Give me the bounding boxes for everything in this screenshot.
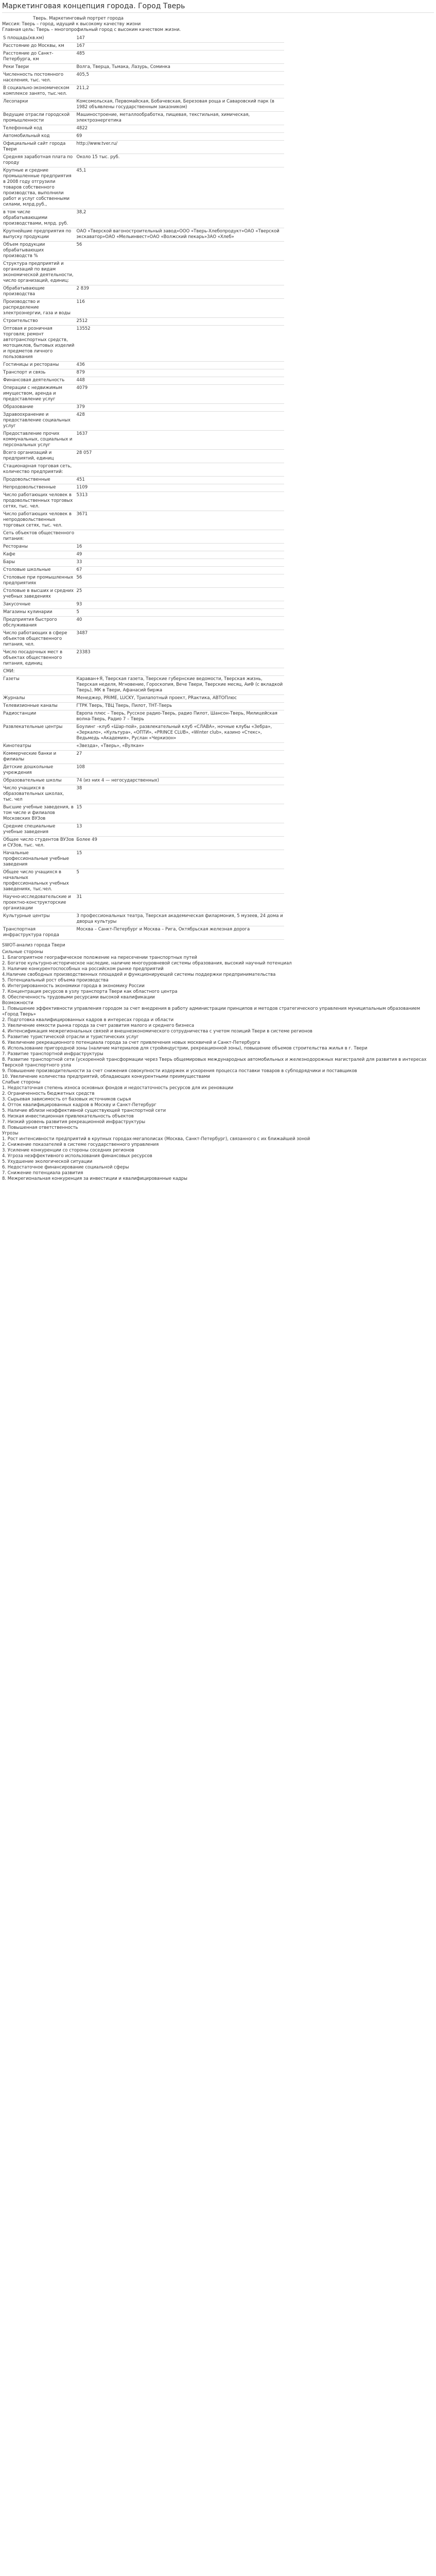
row-label: Бары xyxy=(2,559,76,567)
row-value: Боулинг –клуб «Шар-пой», развлекательный клуб «СЛАВА», ночные клубы «Зебра», «Зеркало», «Культура», «ОПТИ», «PRINCE CLUB», «Winter club», казино «Стекс», Ведьмедь «Академия», Руслан «Черкизон» xyxy=(76,724,284,743)
table-row xyxy=(2,601,284,609)
row-value: 4822 xyxy=(76,125,284,133)
city-info-table xyxy=(2,35,284,940)
table-row xyxy=(2,530,284,544)
table-row xyxy=(2,484,284,492)
row-label: Радиостанции xyxy=(2,710,76,724)
table-row xyxy=(2,112,284,125)
row-label: Образование xyxy=(2,404,76,412)
swot-line: 3. Наличие конкурентоспособных на российском рынке предприятий xyxy=(2,967,164,972)
swot-line: 4. Интенсификация межрегиональных связей и внешнеэкономического сотрудничества с учетом позиций Твери в системе регионов xyxy=(2,1029,312,1034)
swot-line: 6. Низкая инвестиционная привлекательность объектов xyxy=(2,1114,134,1119)
table-row xyxy=(2,404,284,412)
table-row xyxy=(2,804,284,823)
row-label: Научно-исследовательские и проектно-конструкторские организации xyxy=(2,894,76,913)
swot-line: 2. Ограниченность бюджетных средств xyxy=(2,1091,95,1096)
table-row xyxy=(2,43,284,50)
row-value: 3671 xyxy=(76,511,284,530)
row-label: Число работающих человек в продовольственных торговых сетях, тыс. чел. xyxy=(2,492,76,511)
row-label: Официальный сайт города Твери xyxy=(2,141,76,154)
row-value: 56 xyxy=(76,242,284,261)
row-value: 108 xyxy=(76,764,284,777)
row-label: Столовые при промышленных предприятиях xyxy=(2,574,76,588)
row-value: 67 xyxy=(76,567,284,574)
table-row xyxy=(2,318,284,326)
row-value: ГТРК Тверь, ТВЦ Тверь, Пилот, ТНТ-Тверь xyxy=(76,703,284,710)
row-value xyxy=(76,530,284,544)
table-row xyxy=(2,463,284,477)
row-label: Автомобильный код xyxy=(2,133,76,141)
swot-line: Угрозы xyxy=(2,1131,19,1136)
row-value: 27 xyxy=(76,751,284,764)
row-value: 1109 xyxy=(76,484,284,492)
row-value: 13 xyxy=(76,823,284,837)
swot-line: 9. Повышение производительности за счет снижения совокупности издержек и ускорения процесса поставки товаров в субподрядчики и поставщиков xyxy=(2,1069,357,1074)
swot-line: 10. Увеличение количества предприятий, обладающих конкурентными преимуществами xyxy=(2,1074,210,1079)
table-row xyxy=(2,167,284,209)
table-row xyxy=(2,125,284,133)
row-value: 147 xyxy=(76,35,284,43)
row-label: Телефонный код xyxy=(2,125,76,133)
row-label: Расстояние до Санкт-Петербурга, км xyxy=(2,50,76,64)
table-row xyxy=(2,724,284,743)
table-row xyxy=(2,710,284,724)
row-value: Караван+Я, Тверская газета, Тверские губернские ведомости, Тверская жизнь, Тверская неделя, Мгновение, Гороскопия, Вече Твери, Тверские месяц, АиФ (с вкладкой Тверь), МК в Твери, Афанасий биржа xyxy=(76,676,284,695)
table-row xyxy=(2,649,284,668)
table-row xyxy=(2,617,284,630)
row-value: Менеджер, PRIME, LUCKY, Трилапотный проект, PRактика, АВТОПлюс xyxy=(76,695,284,703)
row-value: Волга, Тверца, Тьмака, Лазурь, Соминка xyxy=(76,64,284,72)
row-value xyxy=(76,463,284,477)
row-value: 31 xyxy=(76,894,284,913)
row-value: 16 xyxy=(76,544,284,551)
row-label: в том числе обрабатывающими производствами, млрд. руб. xyxy=(2,209,76,228)
row-value: Москва – Санкт-Петербург и Москва – Рига, Октябрьская железная дорога xyxy=(76,926,284,940)
swot-line: 8. Развитие транспортной сети (ускоренной трансформации через Тверь общемировых международных автомобильных и железнодорожных магистралей для развития в интересах Тверской транспортного узла xyxy=(2,1057,427,1068)
row-label: Расстояние до Москвы, км xyxy=(2,43,76,50)
swot-line: 5. Наличие вблизи неэффективной существующей транспортной сети xyxy=(2,1108,166,1113)
row-value: 23383 xyxy=(76,649,284,668)
row-label: Число посадочных мест в объектах общественного питания, единиц xyxy=(2,649,76,668)
table-row xyxy=(2,676,284,695)
swot-line: 4. Угроза неэффективного использования финансовых ресурсов xyxy=(2,1154,152,1159)
row-label: Непродовольственные xyxy=(2,484,76,492)
row-value: 2 839 xyxy=(76,285,284,299)
swot-line: 1. Рост интенсивности предприятий в крупных городах-мегаполисах (Москва, Санкт-Петербург), связанного с их ближайшей зоной xyxy=(2,1137,310,1142)
row-value: 38 xyxy=(76,785,284,804)
row-value: 451 xyxy=(76,477,284,484)
row-label: Кафе xyxy=(2,551,76,559)
row-value: 436 xyxy=(76,362,284,369)
table-row xyxy=(2,369,284,377)
row-value: 45,1 xyxy=(76,167,284,209)
swot-line: 3. Усиление конкуренции со стороны соседних регионов xyxy=(2,1148,134,1153)
row-value: 40 xyxy=(76,617,284,630)
row-label: Продовольственные xyxy=(2,477,76,484)
row-value: 211,2 xyxy=(76,85,284,98)
row-label: Детские дошкольные учреждения xyxy=(2,764,76,777)
table-row xyxy=(2,850,284,869)
row-label: Предприятия быстрого обслуживания xyxy=(2,617,76,630)
swot-line: 7. Концентрация ресурсов в узлу транспорта Твери как областного центра xyxy=(2,989,178,994)
row-label: Объем продукции обрабатывающих производств % xyxy=(2,242,76,261)
table-row xyxy=(2,242,284,261)
table-row xyxy=(2,141,284,154)
row-value: 116 xyxy=(76,299,284,318)
table-row xyxy=(2,743,284,751)
row-value xyxy=(76,261,284,285)
row-label: В социально-экономическом комплексе занято, тыс.чел. xyxy=(2,85,76,98)
table-row xyxy=(2,64,284,72)
table-row xyxy=(2,785,284,804)
swot-line: Слабые стороны xyxy=(2,1080,41,1085)
row-label: Кинотеатры xyxy=(2,743,76,751)
row-label: Средние специальные учебные заведения xyxy=(2,823,76,837)
table-row xyxy=(2,133,284,141)
row-label: Транспорт и связь xyxy=(2,369,76,377)
row-label: Крупные и средние промышленные предприятия в 2008 году отгрузили товаров собственного производства, выполнили работ и услуг собственными силами, млрд.руб., xyxy=(2,167,76,209)
swot-line: 5. Потенциальный рост объема производства xyxy=(2,978,109,983)
row-value: 28 057 xyxy=(76,450,284,463)
row-value: 485 xyxy=(76,50,284,64)
row-value: 1637 xyxy=(76,431,284,450)
row-value: 4079 xyxy=(76,385,284,404)
row-value: «Звезда», «Тверь», «Вулкан» xyxy=(76,743,284,751)
row-label: Магазины кулинарии xyxy=(2,609,76,617)
swot-line: 5. Ухудшение экологической ситуации xyxy=(2,1159,93,1164)
row-value: 25 xyxy=(76,588,284,601)
table-row xyxy=(2,559,284,567)
row-label: Образовательные школы xyxy=(2,777,76,785)
table-row xyxy=(2,567,284,574)
swot-title: SWOT-анализ города Твери xyxy=(2,943,65,948)
row-value: ОАО «Тверской вагоностроительный завод»ООО «Тверь-Хлебопродукт»ОАО «Тверской экскаватор»ОАО «Мельинвест»ОАО «Волжский пекарь»ЗАО «Хлеб» xyxy=(76,228,284,242)
row-label: Столовые в высших и средних учебных заведениях xyxy=(2,588,76,601)
row-label: Коммерческие банки и филиалы xyxy=(2,751,76,764)
row-label: Средняя заработная плата по городу xyxy=(2,154,76,167)
swot-line: Сильные стороны xyxy=(2,950,43,955)
table-row xyxy=(2,609,284,617)
table-row xyxy=(2,703,284,710)
table-row xyxy=(2,668,284,676)
intro xyxy=(2,16,434,33)
row-label: Ведущие отрасли городской промышленности xyxy=(2,112,76,125)
row-value: 5313 xyxy=(76,492,284,511)
swot-line: 4.Наличие свободных производственных площадей и функционирующей системы поддержки предпринимательства xyxy=(2,972,276,977)
row-label: Крупнейшие предприятия по выпуску продукции xyxy=(2,228,76,242)
row-label: Строительство xyxy=(2,318,76,326)
row-label: Реки Твери xyxy=(2,64,76,72)
row-label: Производство и распределение электроэнергии, газа и воды xyxy=(2,299,76,318)
row-label: Финансовая деятельность xyxy=(2,377,76,385)
row-label: Лесопарки xyxy=(2,98,76,112)
intro-goal: Главная цель: Тверь – многопрофильный город с высоким качеством жизни. xyxy=(2,27,181,32)
row-value: 93 xyxy=(76,601,284,609)
row-value: 69 xyxy=(76,133,284,141)
swot-line: 4. Отток квалифицированных кадров в Москву и Санкт-Петербург xyxy=(2,1103,156,1108)
swot-line: 8. Повышенная ответственность xyxy=(2,1125,78,1130)
row-value: 379 xyxy=(76,404,284,412)
row-label: Общее число учащихся в начальных профессиональных учебных заведениях, тыс.чел. xyxy=(2,869,76,894)
swot-line: 1. Благоприятное географическое положение на пересечении транспортных путей xyxy=(2,955,197,960)
swot-line: 6. Интегрированность экономики города в экономику России xyxy=(2,984,145,989)
row-value: Около 15 тыс. руб. xyxy=(76,154,284,167)
row-value: Европа плюс – Тверь, Русское радио-Тверь, радио Пилот, Шансон-Тверь, Милицейская волна-Тверь, Радио 7 – Тверь xyxy=(76,710,284,724)
row-value: 15 xyxy=(76,850,284,869)
table-row xyxy=(2,261,284,285)
table-row xyxy=(2,926,284,940)
table-row xyxy=(2,511,284,530)
row-value: 879 xyxy=(76,369,284,377)
row-value: 448 xyxy=(76,377,284,385)
table-row xyxy=(2,695,284,703)
table-row xyxy=(2,85,284,98)
row-label: Операции с недвижимым имуществом, аренда и предоставление услуг xyxy=(2,385,76,404)
row-label: Столовые школьные xyxy=(2,567,76,574)
swot-line: 5. Развитие туристической отрасли и туристических услуг xyxy=(2,1035,139,1040)
swot-line: 6. Недостаточное финансирование социальной сферы xyxy=(2,1165,129,1170)
table-row xyxy=(2,588,284,601)
table-row xyxy=(2,385,284,404)
table-row xyxy=(2,285,284,299)
row-value: 33 xyxy=(76,559,284,567)
row-value: 56 xyxy=(76,574,284,588)
table-row xyxy=(2,154,284,167)
row-value: 167 xyxy=(76,43,284,50)
row-value xyxy=(76,668,284,676)
table-row xyxy=(2,492,284,511)
row-value: 5 xyxy=(76,609,284,617)
row-label: Сеть объектов общественного питания: xyxy=(2,530,76,544)
table-row xyxy=(2,299,284,318)
table-row xyxy=(2,228,284,242)
table-row xyxy=(2,35,284,43)
swot-line: 3. Сырьевая зависимость от базовых источников сырья xyxy=(2,1097,131,1102)
table-row xyxy=(2,50,284,64)
row-value: 405,5 xyxy=(76,72,284,85)
table-row xyxy=(2,574,284,588)
row-label: Предоставление прочих коммунальных, социальных и персональных услуг xyxy=(2,431,76,450)
table-row xyxy=(2,764,284,777)
table-row xyxy=(2,837,284,850)
table-row xyxy=(2,431,284,450)
swot-line: 7. Низкий уровень развития рекреационной инфраструктуры xyxy=(2,1120,146,1125)
swot-line: 3. Увеличение емкости рынка города за счет развития малого и среднего бизнеса xyxy=(2,1023,195,1028)
row-value: 3 профессиональных театра, Тверская академическая филармония, 5 музеев, 24 дома и дворца культуры xyxy=(76,913,284,926)
swot-line: 1. Повышение эффективности управления городом за счет внедрения в работу администрации принципов и методов стратегического управления муниципальным образованием «Город Тверь» xyxy=(2,1006,421,1017)
swot-lines xyxy=(2,950,434,1182)
table-row xyxy=(2,209,284,228)
row-label: Стационарная торговая сеть, количество предприятий: xyxy=(2,463,76,477)
table-row xyxy=(2,751,284,764)
page-title: Маркетинговая концепция города. Город Тверь xyxy=(2,2,185,10)
row-label: Здравоохранение и предоставление социальных услуг xyxy=(2,412,76,431)
table-row xyxy=(2,362,284,369)
row-value: 5 xyxy=(76,869,284,894)
swot-line: 2. Снижение показателей в системе государственного управления xyxy=(2,1142,159,1147)
row-label: Гостиницы и рестораны xyxy=(2,362,76,369)
row-value: Машиностроение, металлообработка, пищевая, текстильная, химическая, электроэнергетика xyxy=(76,112,284,125)
table-row xyxy=(2,412,284,431)
intro-mission: Миссия: Тверь – город, идущий к высокому качеству жизни xyxy=(2,22,141,27)
row-label: S площадь(кв.км) xyxy=(2,35,76,43)
row-label: Число работающих в сфере объектов общественного питания, чел. xyxy=(2,630,76,649)
title-divider xyxy=(2,12,434,13)
table-row xyxy=(2,326,284,362)
row-value: 74 (из них 4 — негосударственных) xyxy=(76,777,284,785)
table-row xyxy=(2,450,284,463)
table-row xyxy=(2,869,284,894)
row-label: Начальные профессиональные учебные заведения xyxy=(2,850,76,869)
row-label: Оптовая и розничная торговля; ремонт автотранспортных средств, мотоциклов, бытовых изделий и предметов личного пользования xyxy=(2,326,76,362)
row-label: Структура предприятий и организаций по видам экономической деятельности, число организаций, единиц: xyxy=(2,261,76,285)
row-value: 49 xyxy=(76,551,284,559)
row-label: Закусочные xyxy=(2,601,76,609)
city-info-body xyxy=(2,35,284,940)
row-label: Рестораны xyxy=(2,544,76,551)
table-row xyxy=(2,544,284,551)
row-label: Численность постоянного населения, тыс. чел. xyxy=(2,72,76,85)
row-value: 15 xyxy=(76,804,284,823)
swot-line: 6. Использование пригородной зоны (наличие материалов для стройиндустрии, рекреационной зоны), повышение объемов строительства жилья в г. Твери xyxy=(2,1046,368,1051)
row-value: Комсомольская, Первомайская, Бобачевская, Березовая роща и Саваровский парк (в 1982 объявлены государственным заказником) xyxy=(76,98,284,112)
swot-section xyxy=(2,943,434,1182)
row-label: Газеты xyxy=(2,676,76,695)
intro-heading: Тверь. Маркетинговый портрет города xyxy=(33,16,124,21)
table-row xyxy=(2,72,284,85)
row-label: Всего организаций и предприятий, единиц xyxy=(2,450,76,463)
row-value: http://www.tver.ru/ xyxy=(76,141,284,154)
page xyxy=(0,2,436,1182)
swot-line: 1. Недостаточная степень износа основных фондов и недостаточность ресурсов для их реновации xyxy=(2,1086,234,1091)
row-label: Транспортная инфраструктура города xyxy=(2,926,76,940)
row-label: Число учащихся в образовательных школах, тыс. чел xyxy=(2,785,76,804)
swot-line: 6. Увеличение рекреационного потенциала города за счет привлечения новых москвичей и Санкт-Петербурга xyxy=(2,1040,260,1045)
table-row xyxy=(2,377,284,385)
swot-line: 2. Подготовка квалифицированных кадров в интересах города и области xyxy=(2,1018,174,1023)
row-value: Более 49 xyxy=(76,837,284,850)
row-label: Телевизионные каналы xyxy=(2,703,76,710)
table-row xyxy=(2,630,284,649)
swot-line: 7. Развитие транспортной инфраструктуры xyxy=(2,1052,103,1057)
row-label: Культурные центры xyxy=(2,913,76,926)
swot-line: 8. Межрегиональная конкуренция за инвестиции и квалифицированные кадры xyxy=(2,1176,187,1181)
table-row xyxy=(2,894,284,913)
row-label: СМИ: xyxy=(2,668,76,676)
table-row xyxy=(2,913,284,926)
row-value: 2512 xyxy=(76,318,284,326)
swot-line: Возможности xyxy=(2,1001,33,1006)
swot-line: 2. Богатое культурно-историческое наследие, наличие многоуровневой системы образования, высокий научный потенциал xyxy=(2,961,292,966)
row-label: Обрабатывающие производства xyxy=(2,285,76,299)
row-value: 38,2 xyxy=(76,209,284,228)
table-row xyxy=(2,823,284,837)
row-value: 428 xyxy=(76,412,284,431)
swot-line: 7. Снижение потенциала развития xyxy=(2,1171,83,1176)
table-row xyxy=(2,98,284,112)
table-row xyxy=(2,777,284,785)
table-row xyxy=(2,477,284,484)
row-label: Число работающих человек в непродовольственных торговых сетях, тыс. чел. xyxy=(2,511,76,530)
row-value: 13552 xyxy=(76,326,284,362)
table-row xyxy=(2,551,284,559)
row-value: 3487 xyxy=(76,630,284,649)
row-label: Высшие учебные заведения, в том числе и филиалов Московских ВУЗов xyxy=(2,804,76,823)
row-label: Развлекательные центры xyxy=(2,724,76,743)
swot-line: 8. Обеспеченность трудовыми ресурсами высокой квалификации xyxy=(2,995,155,1000)
row-label: Общее число студентов ВУЗов и СУЗов, тыс. чел. xyxy=(2,837,76,850)
row-label: Журналы xyxy=(2,695,76,703)
